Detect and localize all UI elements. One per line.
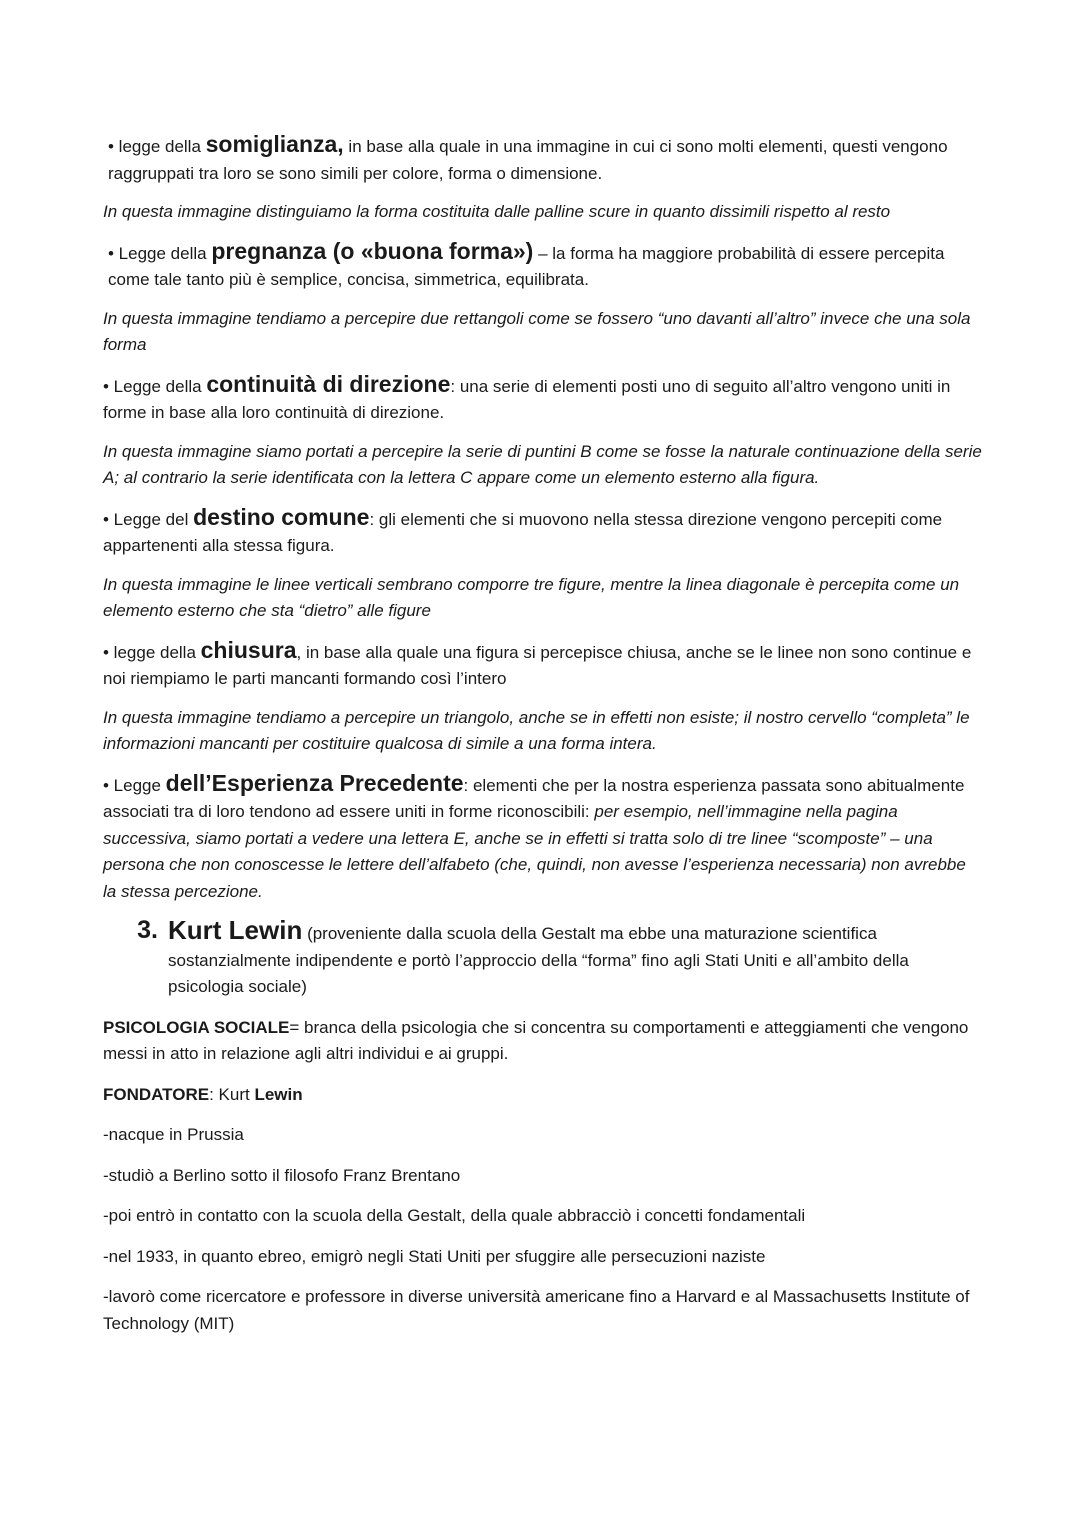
law-esperienza-example: per esempio, nell’immagine nella pagina successiva, siamo portati a vedere una lettera E, anche se in effetti si tratta solo di tre linee “scomposte” – una persona che non conoscesse le lettere dell’alfabeto (che, quindi, non avesse l’esperienza necessaria) non avrebbe la stessa percezione. — [103, 802, 966, 901]
law-pregnanza — [103, 238, 983, 294]
law-prefix: • Legge — [103, 775, 166, 795]
law-destino — [103, 504, 983, 560]
definition-label: PSICOLOGIA SOCIALE — [103, 1017, 290, 1037]
law-text: : gli elementi che si muovono nella stessa direzione vengono percepiti come appartenenti alla stessa figura. — [103, 509, 943, 555]
law-prefix: • Legge della — [103, 376, 207, 396]
section-subtitle: (proveniente dalla scuola della Gestalt ma ebbe una maturazione scientifica sostanzialmente indipendente e portò l’approccio della “forma” fino agli Stati Uniti e all’ambito della psicologia sociale) — [168, 924, 909, 996]
bio-item: -nacque in Prussia — [103, 1125, 244, 1144]
law-text: : elementi che per la nostra esperienza passata sono abitualmente associati tra di loro tendono ad essere uniti in forme riconoscibili: — [103, 775, 965, 821]
law-esperienza — [103, 770, 983, 906]
law-title: continuità di direzione — [206, 370, 451, 397]
law-title: destino comune — [193, 503, 370, 530]
fondatore-sep: : Kurt — [209, 1084, 255, 1104]
fondatore-line — [103, 1082, 983, 1109]
bio-item: -lavorò come ricercatore e professore in diverse università americane fino a Harvard e al Massachusetts Institute of Technology (MIT) — [103, 1287, 970, 1333]
document-page — [103, 131, 983, 1351]
bio-item: -poi entrò in contatto con la scuola della Gestalt, della quale abbracciò i concetti fondamentali — [103, 1206, 806, 1225]
law-title: dell’Esperienza Precedente — [165, 769, 464, 796]
section-number: 3. — [137, 916, 158, 944]
definition-text: = branca della psicologia che si concentra su comportamenti e atteggiamenti che vengono messi in atto in relazione agli altri individui e ai gruppi. — [103, 1017, 969, 1063]
law-chiusura — [103, 637, 983, 693]
law-text: in base alla quale in una immagine in cui ci sono molti elementi, questi vengono raggruppati tra loro se sono simili per colore, forma o dimensione. — [108, 137, 948, 183]
law-somiglianza — [103, 131, 983, 187]
law-title: somiglianza, — [205, 131, 344, 157]
bio-item: -nel 1933, in quanto ebreo, emigrò negli Stati Uniti per sfuggire alle persecuzioni naziste — [103, 1246, 766, 1266]
law-prefix: • Legge del — [103, 509, 194, 529]
law-prefix: • legge della — [103, 642, 201, 662]
law-title: chiusura — [200, 636, 297, 663]
law-chiusura-example: In questa immagine tendiamo a percepire un triangolo, anche se in effetti non esiste; il nostro cervello “completa” le informazioni mancanti per costituire qualcosa di simile a una forma intera. — [103, 707, 970, 753]
section-heading — [168, 917, 983, 1001]
law-pregnanza-example: In questa immagine tendiamo a percepire due rettangoli come se fossero “uno davanti all’altro” invece che una sola forma — [103, 308, 971, 354]
law-continuita-example: In questa immagine siamo portati a percepire la serie di puntini B come se fosse la naturale continuazione della serie A; al contrario la serie identificata con la lettera C appare come un elemento esterno alla figura. — [103, 441, 982, 487]
law-prefix: • Legge della — [108, 243, 212, 263]
psicologia-sociale-definition — [103, 1015, 983, 1068]
law-text: : una serie di elementi posti uno di seguito all’altro vengono uniti in forme in base alla loro continuità di direzione. — [103, 376, 951, 422]
bio-item: -studiò a Berlino sotto il filosofo Franz Brentano — [103, 1165, 461, 1185]
section-title: Kurt Lewin — [168, 915, 303, 945]
law-continuita — [103, 371, 983, 427]
law-text: – la forma ha maggiore probabilità di essere percepita come tale tanto più è semplice, concisa, simmetrica, equilibrata. — [108, 243, 945, 289]
law-destino-example: In questa immagine le linee verticali sembrano comporre tre figure, mentre la linea diagonale è percepita come un elemento esterno che sta “dietro” alle figure — [103, 574, 960, 620]
section-kurt-lewin — [103, 917, 983, 1001]
fondatore-label: FONDATORE — [103, 1084, 210, 1104]
law-title: pregnanza (o «buona forma») — [211, 237, 534, 264]
fondatore-name: Lewin — [254, 1084, 303, 1104]
law-prefix: • legge della — [108, 137, 206, 156]
law-somiglianza-example: In questa immagine distinguiamo la forma costituita dalle palline scure in quanto dissimili rispetto al resto — [103, 202, 891, 221]
law-text: , in base alla quale una figura si percepisce chiusa, anche se le linee non sono continue e noi riempiamo le parti mancanti formando così l’intero — [103, 642, 972, 688]
